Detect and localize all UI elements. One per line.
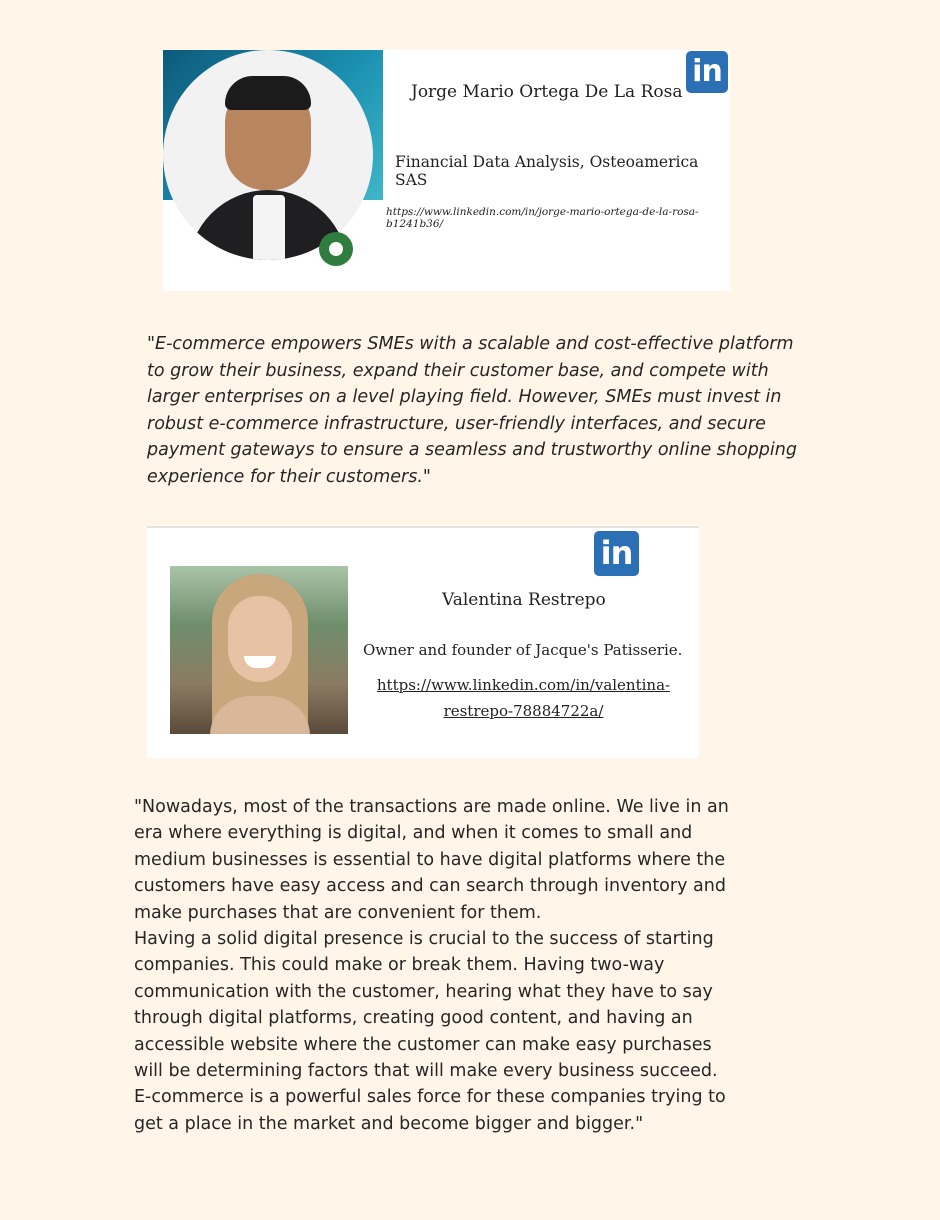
profile-title: Financial Data Analysis, Osteoamerica SAS [395, 153, 699, 189]
profile-name: Valentina Restrepo [442, 590, 606, 610]
profile-photo-valentina [170, 566, 348, 734]
profile-card-jorge [163, 50, 730, 291]
linkedin-profile-link[interactable]: https://www.linkedin.com/in/valentina-restrepo-78884722a/ [376, 676, 671, 720]
profile-title: Owner and founder of Jacque's Patisserie. [363, 641, 683, 659]
linkedin-profile-link[interactable]: https://www.linkedin.com/in/jorge-mario-ortega-de-la-rosa-b1241b36/ [386, 206, 699, 230]
status-indicator-icon [319, 232, 353, 266]
profile-card-valentina [147, 526, 699, 758]
profile-photo-jorge [163, 50, 373, 260]
testimonial-quote-valentina: "Nowadays, most of the transactions are made online. We live in an era where everything is digital, and when it comes to small and medium businesses is essential to have digital platforms where the customers have easy access and can search through inventory and make purchases that are convenient for them. Having a solid digital presence is crucial to the success of starting companies. This could make or break them. Having two-way communication with the customer, hearing what they have to say through digital platforms, creating good content, and having an accessible website where the customer can make easy purchases will be determining factors that will make every business succeed. E-commerce is a powerful sales force for these companies trying to get a place in the market and become bigger and bigger." [134, 797, 729, 1134]
linkedin-icon[interactable]: in [686, 51, 728, 93]
profile-name: Jorge Mario Ortega De La Rosa [411, 82, 683, 102]
testimonial-quote-jorge: "E-commerce empowers SMEs with a scalable and cost-effective platform to grow their business, expand their customer base, and compete with larger enterprises on a level playing field. However, SMEs must invest in robust e-commerce infrastructure, user-friendly interfaces, and secure payment gateways to ensure a seamless and trustworthy online shopping experience for their customers." [147, 334, 797, 487]
linkedin-icon[interactable]: in [594, 531, 639, 576]
